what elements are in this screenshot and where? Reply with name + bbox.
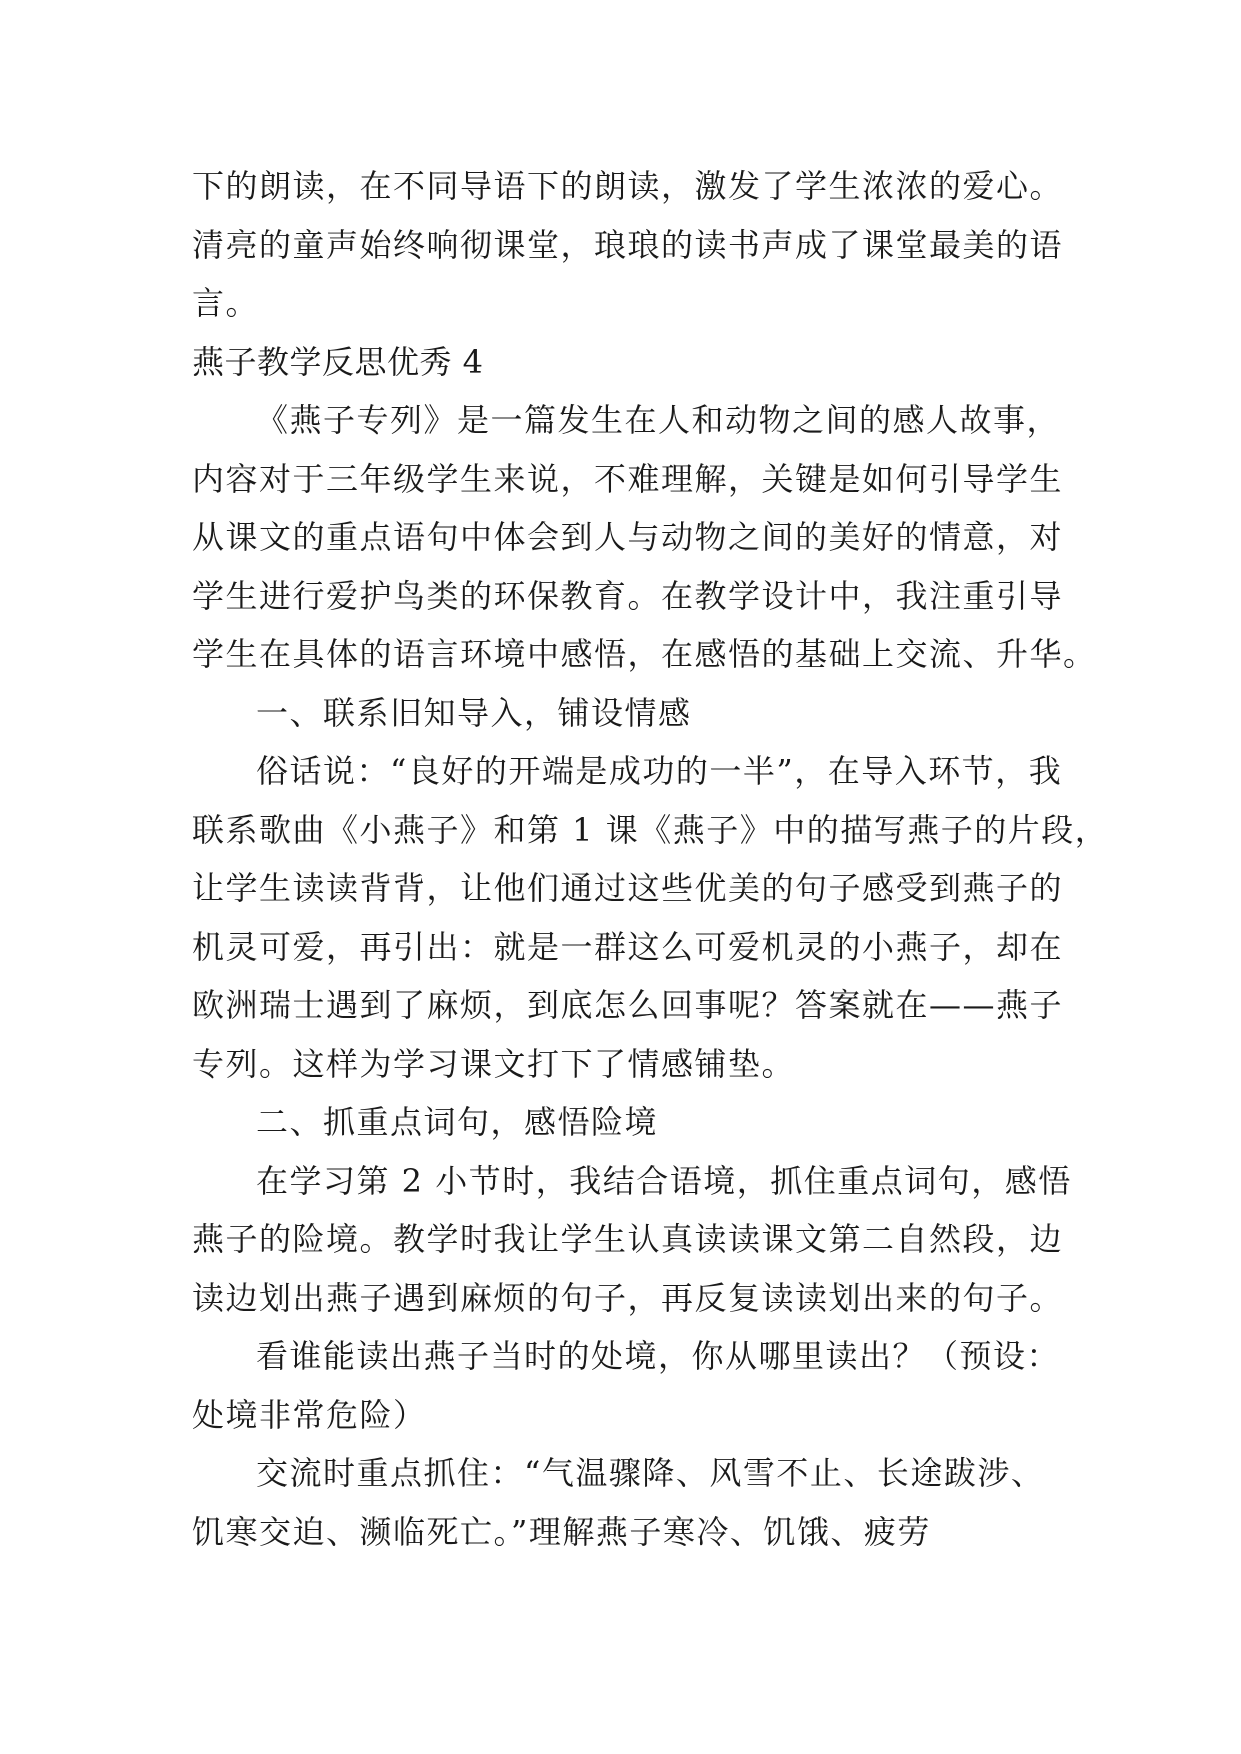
text-line: 学生进行爱护鸟类的环保教育。在教学设计中，我注重引导 [192, 576, 1064, 615]
section-title: 燕子教学反思优秀 4 [192, 342, 484, 381]
text-line: 下的朗读，在不同导语下的朗读，激发了学生浓浓的爱心。 [192, 167, 1064, 205]
text-line: 学生在具体的语言环境中感悟，在感悟的基础上交流、升华。 [192, 635, 1097, 673]
subheading: 一、联系旧知导入，铺设情感 [256, 693, 692, 732]
text-line: 清亮的童声始终响彻课堂，琅琅的读书声成了课堂最美的语 [192, 225, 1064, 264]
text-line: 内容对于三年级学生来说，不难理解，关键是如何引导学生 [192, 459, 1064, 498]
text-line: 饥寒交迫、濒临死亡。”理解燕子寒冷、饥饿、疲劳 [192, 1512, 931, 1551]
text-line: 俗话说：“良好的开端是成功的一半”，在导入环节，我 [256, 752, 1063, 790]
text-line: 《燕子专列》是一篇发生在人和动物之间的感人故事， [256, 401, 1061, 439]
text-line: 专列。这样为学习课文打下了情感铺垫。 [192, 1044, 796, 1083]
text-line: 处境非常危险） [192, 1395, 427, 1434]
text-line: 让学生读读背背，让他们通过这些优美的句子感受到燕子的 [192, 869, 1064, 907]
text-line: 燕子的险境。教学时我让学生认真读读课文第二自然段，边 [192, 1220, 1064, 1258]
text-line: 欧洲瑞士遇到了麻烦，到底怎么回事呢？答案就在——燕子 [192, 986, 1064, 1024]
text-line: 联系歌曲《小燕子》和第 1 课《燕子》中的描写燕子的片段， [192, 810, 1109, 849]
text-line: 交流时重点抓住：“气温骤降、风雪不止、长途跋涉、 [256, 1454, 1045, 1492]
text-line: 机灵可爱，再引出：就是一群这么可爱机灵的小燕子，却在 [192, 927, 1064, 966]
document-body [192, 157, 1109, 1561]
text-line: 在学习第 2 小节时，我结合语境，抓住重点词句，感悟 [256, 1161, 1072, 1200]
text-line: 看谁能读出燕子当时的处境，你从哪里读出？（预设： [256, 1337, 1061, 1375]
text-line: 言。 [192, 284, 260, 322]
subheading: 二、抓重点词句，感悟险境 [256, 1103, 659, 1141]
text-line: 读边划出燕子遇到麻烦的句子，再反复读读划出来的句子。 [192, 1278, 1064, 1317]
text-line: 从课文的重点语句中体会到人与动物之间的美好的情意，对 [192, 518, 1064, 556]
